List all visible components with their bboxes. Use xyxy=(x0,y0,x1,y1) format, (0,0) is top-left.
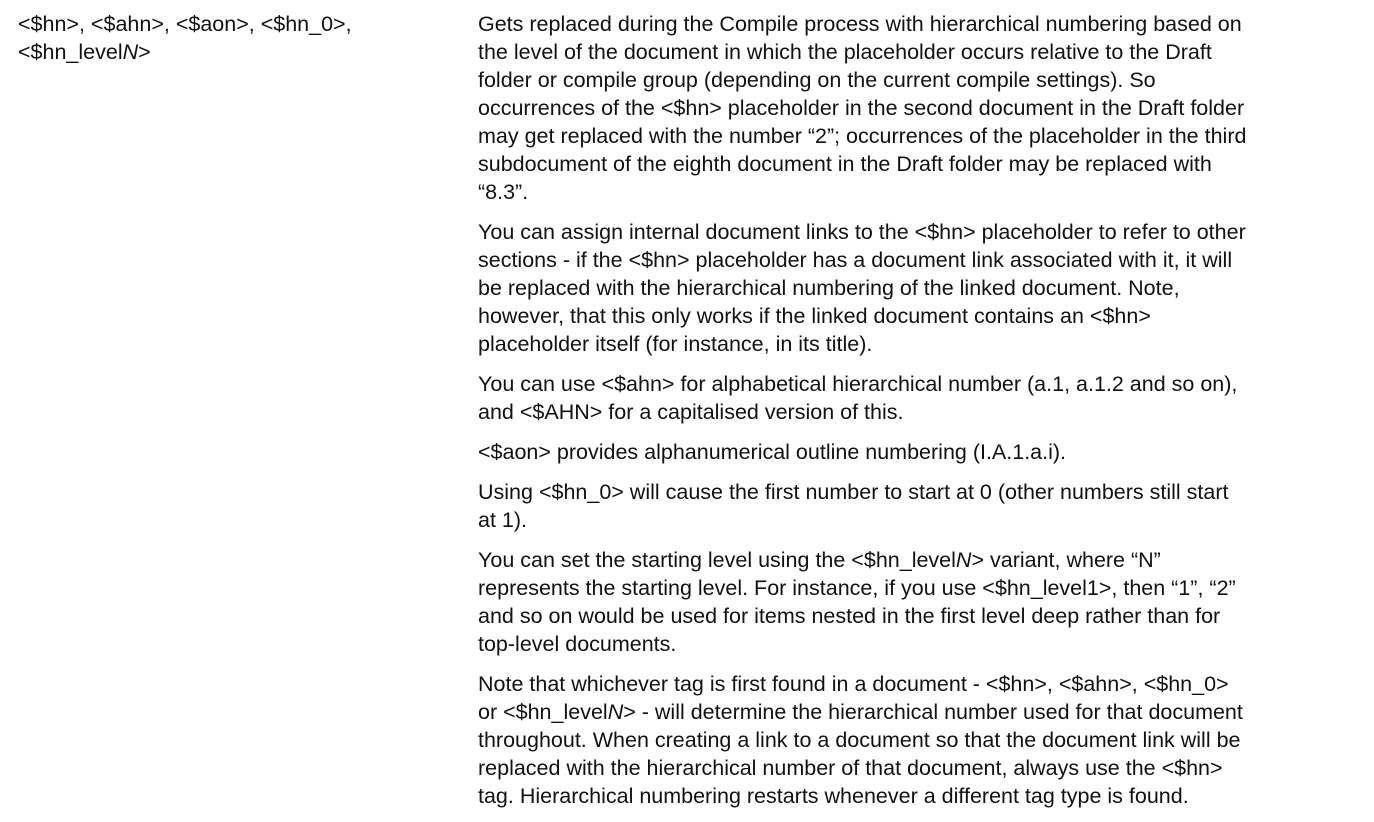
term-level-prefix: <$hn_level xyxy=(18,40,123,64)
text-line: <$aon> provides alphanumerical outline numbering (I.A.1.a.i). xyxy=(478,440,1067,464)
text-line xyxy=(478,698,1348,726)
description-paragraph-hn-level xyxy=(478,546,1348,658)
description-paragraph-ahn xyxy=(478,370,1348,426)
text-line: and <$AHN> for a capitalised version of this. xyxy=(478,400,904,424)
level-variable: N xyxy=(607,700,624,724)
description-paragraph-note xyxy=(478,670,1348,810)
text-line: the level of the document in which the placeholder occurs relative to the Draft xyxy=(478,40,1212,64)
text-line xyxy=(478,546,1348,574)
text-line: “8.3”. xyxy=(478,180,529,204)
text-line: subdocument of the eighth document in the Draft folder may be replaced with xyxy=(478,152,1212,176)
text-line: occurrences of the <$hn> placeholder in the second document in the Draft folder xyxy=(478,96,1245,120)
placeholder-description-cell xyxy=(478,10,1348,822)
description-paragraph-compile xyxy=(478,10,1348,206)
text-segment: You can set the starting level using the <$hn_level xyxy=(478,548,956,572)
description-paragraph-aon xyxy=(478,438,1348,466)
text-line: top-level documents. xyxy=(478,632,677,656)
text-line: and so on would be used for items nested in the first level deep rather than for xyxy=(478,604,1221,628)
text-line: be replaced with the hierarchical numbering of the linked document. Note, xyxy=(478,276,1180,300)
text-line: placeholder itself (for instance, in its title). xyxy=(478,332,873,356)
placeholder-term-line-2 xyxy=(18,38,458,66)
text-segment: > - will determine the hierarchical number used for that document xyxy=(623,700,1243,724)
text-segment: or <$hn_level xyxy=(478,700,608,724)
text-line: You can use <$ahn> for alphabetical hierarchical number (a.1, a.1.2 and so on), xyxy=(478,372,1238,396)
text-segment: > variant, where “N” xyxy=(971,548,1161,572)
level-variable: N xyxy=(955,548,972,572)
text-line: replaced with the hierarchical number of that document, always use the <$hn> xyxy=(478,756,1223,780)
text-line: tag. Hierarchical numbering restarts whenever a different tag type is found. xyxy=(478,784,1189,808)
text-line: sections - if the <$hn> placeholder has a document link associated with it, it will xyxy=(478,248,1233,272)
text-line: throughout. When creating a link to a document so that the document link will be xyxy=(478,728,1241,752)
term-level-suffix: > xyxy=(138,40,151,64)
text-line: however, that this only works if the linked document contains an <$hn> xyxy=(478,304,1151,328)
text-line: You can assign internal document links to the <$hn> placeholder to refer to other xyxy=(478,220,1246,244)
placeholder-term-cell xyxy=(18,10,458,66)
text-line: Using <$hn_0> will cause the first number to start at 0 (other numbers still start xyxy=(478,480,1229,504)
text-line: Gets replaced during the Compile process with hierarchical numbering based on xyxy=(478,12,1242,36)
text-line: may get replaced with the number “2”; occurrences of the placeholder in the third xyxy=(478,124,1247,148)
placeholder-term-line-1: <$hn>, <$ahn>, <$aon>, <$hn_0>, xyxy=(18,12,352,36)
text-line: Note that whichever tag is first found in a document - <$hn>, <$ahn>, <$hn_0> xyxy=(478,672,1229,696)
text-line: folder or compile group (depending on the current compile settings). So xyxy=(478,68,1156,92)
description-paragraph-links xyxy=(478,218,1348,358)
term-level-variable: N xyxy=(122,40,139,64)
text-line: at 1). xyxy=(478,508,527,532)
description-paragraph-hn-0 xyxy=(478,478,1348,534)
text-line: represents the starting level. For instance, if you use <$hn_level1>, then “1”, “2” xyxy=(478,576,1236,600)
